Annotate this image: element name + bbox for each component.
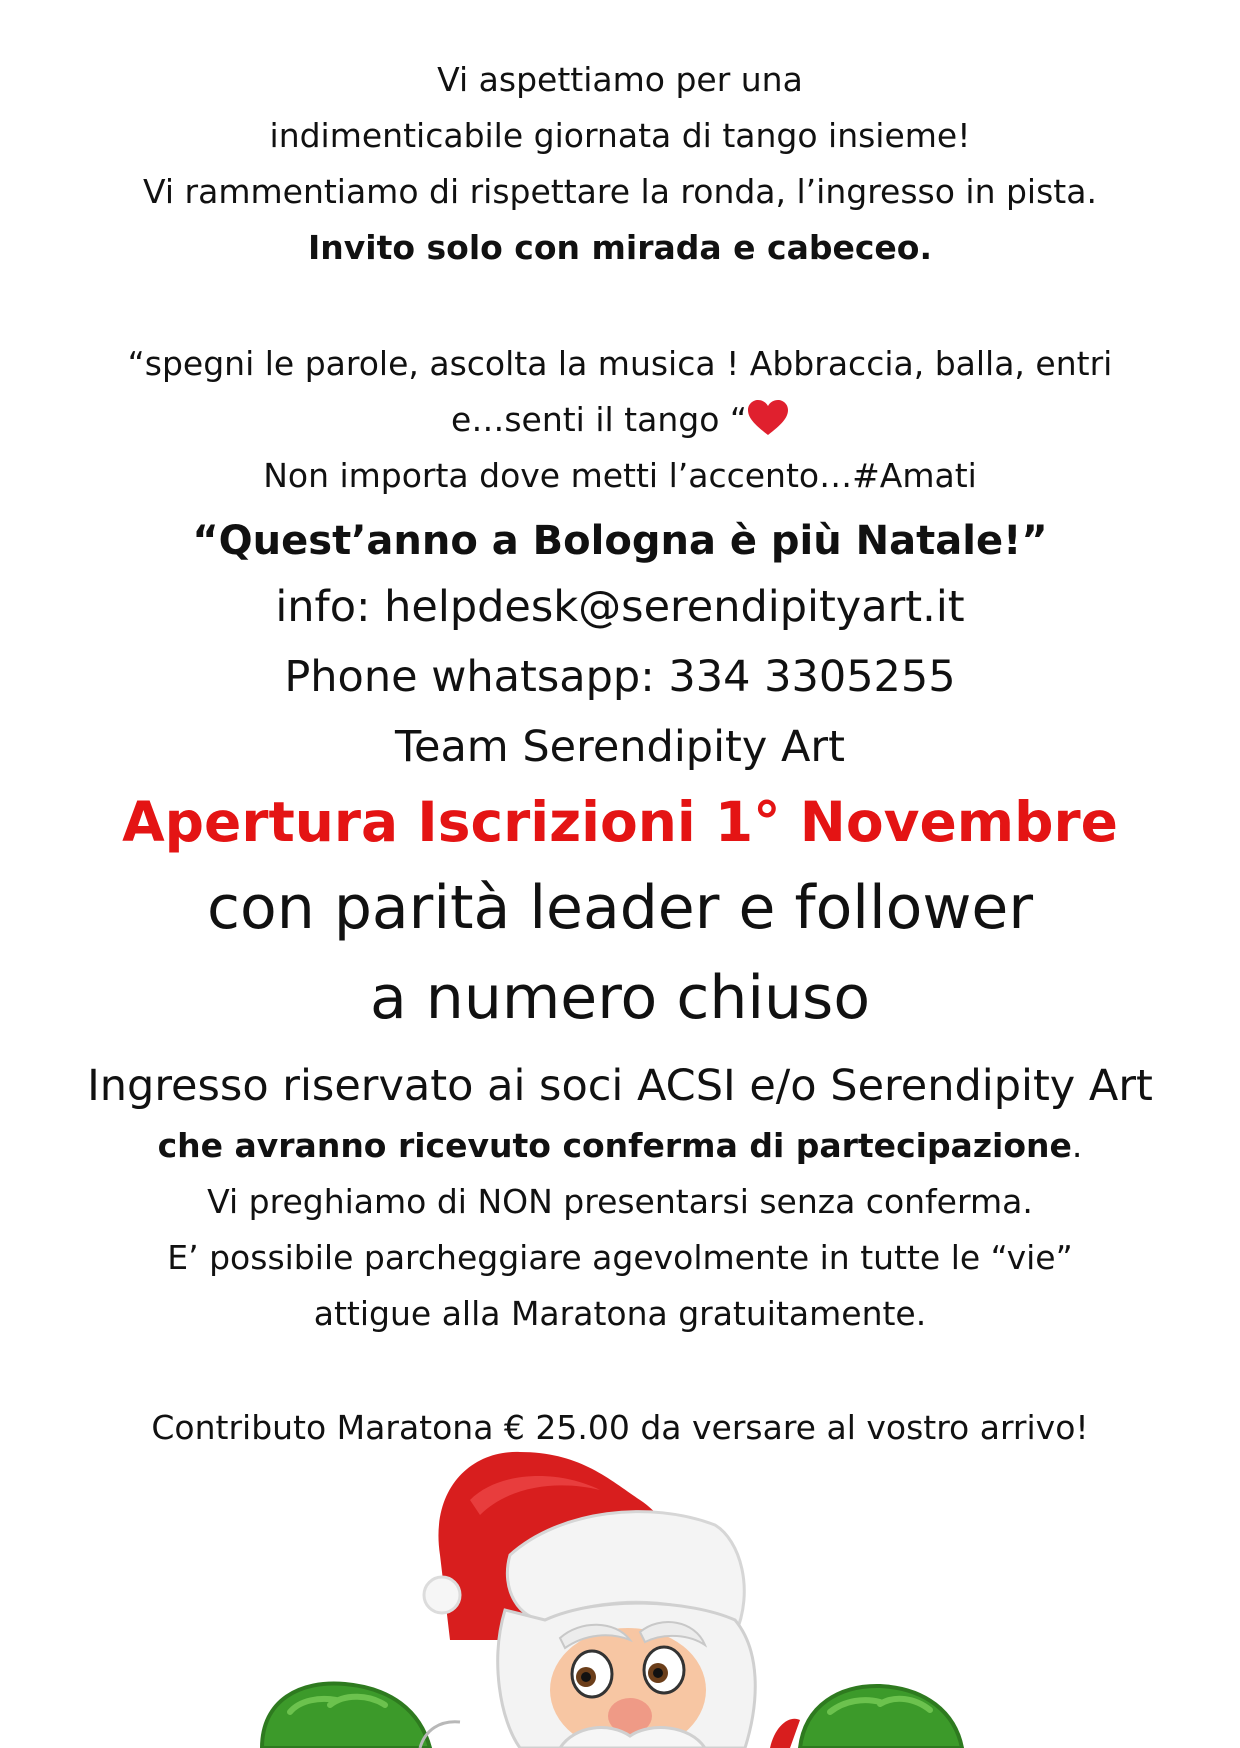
fee-text: Contributo Maratona € 25.00 da versare al vostro arrivo!	[151, 1408, 1089, 1447]
santa-glove-left	[262, 1684, 430, 1748]
heart-icon	[747, 399, 789, 437]
santa-beard	[498, 1603, 755, 1748]
santa-moustache	[560, 1728, 705, 1748]
santa-pupil-left	[576, 1667, 596, 1687]
contact-phone[interactable]: Phone whatsapp: 334 3305255	[284, 652, 956, 702]
contact-email[interactable]: info: helpdesk@serendipityart.it	[275, 582, 965, 632]
santa-glove-right-highlight	[830, 1699, 930, 1712]
santa-glove-right	[800, 1686, 962, 1748]
quote-line-2	[0, 392, 1240, 448]
santa-nose	[608, 1698, 652, 1734]
access-confirmation-bold: che avranno ricevuto conferma di partecipazione	[157, 1126, 1072, 1165]
access-confirmation	[0, 1118, 1240, 1174]
tagline: “Quest’anno a Bologna è più Natale!”	[192, 518, 1048, 564]
intro-line-1: Vi aspettiamo per una	[437, 60, 803, 99]
santa-hat	[438, 1452, 700, 1640]
intro-line-3: Vi rammentiamo di rispettare la ronda, l’ingresso in pista.	[143, 172, 1097, 211]
santa-hat-highlight	[470, 1476, 600, 1515]
fee-block	[0, 1400, 1240, 1456]
registration-headline: Apertura Iscrizioni 1° Novembre	[122, 790, 1118, 854]
quote-line-2-text: e…senti il tango “	[451, 400, 747, 439]
santa-eyebrow-left	[560, 1625, 630, 1648]
access-parking: E’ possibile parcheggiare agevolmente in tutte le “vie”	[167, 1238, 1073, 1277]
santa-pupil-right	[648, 1663, 668, 1683]
santa-suit	[770, 1719, 800, 1748]
intro-line-2: indimenticabile giornata di tango insieme!	[269, 116, 971, 155]
intro-block	[0, 52, 1240, 276]
santa-glove-left-highlight	[290, 1697, 385, 1712]
santa-eye-left	[572, 1651, 612, 1697]
access-members-only: Ingresso riservato ai soci ACSI e/o Serendipity Art	[87, 1061, 1153, 1111]
santa-pupil-left-core	[581, 1672, 591, 1682]
team-name: Team Serendipity Art	[395, 722, 845, 772]
quote-line-1: “spegni le parole, ascolta la musica ! Abbraccia, balla, entri	[127, 344, 1113, 383]
quote-line-3: Non importa dove metti l’accento…#Amati	[263, 456, 977, 495]
santa-hat-brim	[507, 1512, 744, 1635]
santa-eyebrow-right	[640, 1622, 705, 1645]
santa-pompom	[424, 1577, 460, 1613]
access-parking-2: attigue alla Maratona gratuitamente.	[313, 1294, 927, 1333]
registration-limited: a numero chiuso	[369, 963, 871, 1033]
santa-eye-right	[644, 1647, 684, 1693]
santa-cuff-left	[420, 1722, 460, 1748]
registration-block	[0, 781, 1240, 1043]
access-block	[0, 1054, 1240, 1342]
intro-invite-rule: Invito solo con mirada e cabeceo.	[307, 228, 932, 267]
quote-block	[0, 336, 1240, 504]
santa-pupil-right-core	[653, 1668, 663, 1678]
tagline-block	[0, 508, 1240, 574]
access-confirmation-end: .	[1071, 1126, 1083, 1165]
registration-parity: con parità leader e follower	[207, 873, 1033, 943]
access-no-confirmation: Vi preghiamo di NON presentarsi senza conferma.	[207, 1182, 1033, 1221]
contact-block	[0, 572, 1240, 782]
santa-face	[550, 1628, 706, 1748]
